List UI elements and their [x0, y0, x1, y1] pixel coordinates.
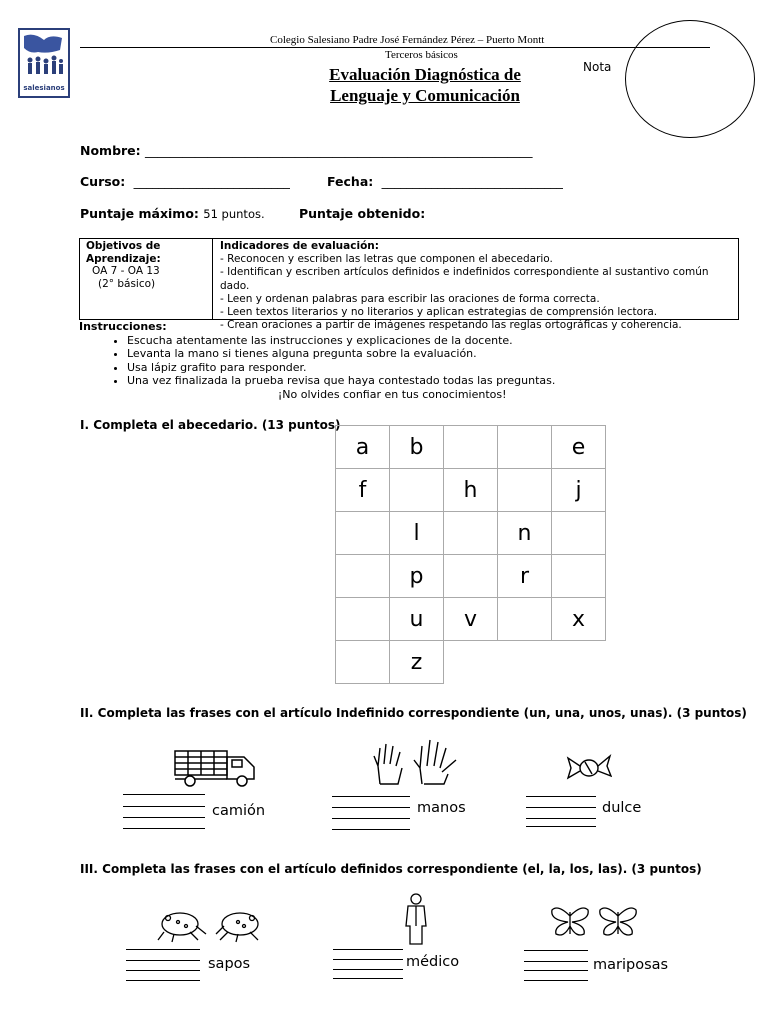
grid-cell-blank[interactable] — [498, 598, 552, 641]
grid-cell-blank[interactable] — [336, 598, 390, 641]
section-3-title: III. Completa las frases con el artículo definidos correspondiente (el, la, los, las). (3 puntos) — [80, 862, 702, 876]
answer-line[interactable] — [524, 980, 588, 981]
answer-line[interactable] — [524, 961, 588, 962]
indicator-item: - Identifican y escriben artículos definidos e indefinidos correspondiente al sustantivo común dado. — [220, 266, 709, 292]
grid-cell: u — [390, 598, 444, 641]
grid-cell: h — [444, 469, 498, 512]
answer-line[interactable] — [126, 980, 200, 981]
answer-line[interactable] — [524, 950, 588, 951]
instructions-closing: ¡No olvides confiar en tus conocimientos! — [277, 387, 507, 401]
grid-cell: a — [336, 426, 390, 469]
nota-circle[interactable] — [625, 20, 755, 138]
word-dulce: dulce — [602, 800, 642, 816]
puntaje-maximo — [80, 206, 265, 221]
nota-label: Nota — [583, 60, 612, 74]
school-logo — [18, 28, 70, 98]
word-mariposas: mariposas — [593, 957, 669, 973]
grid-cell-blank[interactable] — [390, 469, 444, 512]
instructions-title: Instrucciones: — [79, 320, 167, 333]
title-line-2: Lenguaje y Comunicación — [330, 86, 520, 105]
grid-cell-blank[interactable] — [498, 426, 552, 469]
grid-cell: b — [390, 426, 444, 469]
grid-cell-blank[interactable] — [336, 555, 390, 598]
objectives-level: (2° básico) — [98, 277, 156, 290]
toads-icon — [154, 906, 269, 946]
grid-cell-blank[interactable] — [498, 469, 552, 512]
truck-icon — [172, 745, 262, 789]
instructions-list — [79, 334, 555, 388]
instruction-item: • Escucha atentamente las instrucciones y explicaciones de la docente. — [127, 334, 555, 348]
grid-cell: e — [552, 426, 606, 469]
page-title — [300, 64, 550, 106]
candy-icon — [566, 752, 612, 784]
objectives-code: OA 7 - OA 13 — [92, 265, 160, 277]
section-2-title: II. Completa las frases con el artículo Indefinido correspondiente (un, una, unos, unas). (3 puntos) — [80, 706, 747, 720]
answer-line[interactable] — [126, 960, 200, 961]
answer-line[interactable] — [123, 828, 205, 829]
answer-line[interactable] — [333, 949, 403, 950]
answer-line[interactable] — [526, 818, 596, 819]
grid-cell: n — [498, 512, 552, 555]
grid-cell-blank[interactable] — [552, 512, 606, 555]
answer-line[interactable] — [333, 959, 403, 960]
grade-label: Terceros básicos — [385, 49, 458, 61]
grid-cell: r — [498, 555, 552, 598]
grid-cell-blank[interactable] — [336, 512, 390, 555]
answer-line[interactable] — [123, 817, 205, 818]
puntaje-obtenido-label: Puntaje obtenido: — [299, 206, 426, 221]
word-manos: manos — [417, 800, 466, 816]
answer-line[interactable] — [332, 796, 410, 797]
answer-line[interactable] — [332, 829, 410, 830]
school-name: Colegio Salesiano Padre José Fernández Pérez – Puerto Montt — [270, 34, 545, 46]
answer-line[interactable] — [526, 807, 596, 808]
grid-cell: z — [390, 641, 444, 684]
answer-line[interactable] — [123, 806, 205, 807]
butterflies-icon — [548, 904, 642, 940]
word-sapos: sapos — [208, 956, 251, 972]
answer-line[interactable] — [332, 807, 410, 808]
puntaje-max-label: Puntaje máximo: — [80, 206, 199, 221]
word-camion: camión — [212, 803, 266, 819]
objectives-title: Objetivos de Aprendizaje: — [86, 240, 161, 265]
answer-line[interactable] — [332, 818, 410, 819]
grid-empty — [552, 641, 606, 684]
curso-label: Curso: — [80, 174, 126, 189]
word-medico: médico — [406, 954, 460, 970]
instruction-item: • Una vez finalizada la prueba revisa que haya contestado todas las preguntas. — [127, 374, 555, 388]
instruction-item: • Usa lápiz grafito para responder. — [127, 361, 555, 375]
indicator-item: - Leen y ordenan palabras para escribir las oraciones de forma correcta. — [220, 292, 600, 305]
grid-cell: p — [390, 555, 444, 598]
indicators-column — [214, 239, 738, 332]
logo-text: salesianos — [23, 84, 65, 92]
nombre-label: Nombre: — [80, 143, 141, 158]
answer-line[interactable] — [126, 949, 200, 950]
answer-line[interactable] — [526, 796, 596, 797]
grid-cell-blank[interactable] — [552, 555, 606, 598]
instruction-item: • Levanta la mano si tienes alguna pregunta sobre la evaluación. — [127, 347, 555, 361]
doctor-icon — [402, 892, 430, 946]
header-rule — [80, 47, 710, 48]
indicator-item: - Leen textos literarios y no literarios y aplican estrategias de comprensión lectora. — [220, 306, 658, 319]
alphabet-grid — [335, 425, 606, 684]
indicator-item: - Crean oraciones a partir de imágenes respetando las reglas ortográficas y coherencia. — [220, 319, 682, 332]
section-1-title: I. Completa el abecedario. (13 puntos) — [80, 418, 341, 432]
title-line-1: Evaluación Diagnóstica de — [329, 65, 521, 84]
grid-empty — [444, 641, 498, 684]
grid-empty — [498, 641, 552, 684]
hands-icon — [372, 738, 462, 788]
curso-field[interactable]: Curso: _________________________ — [80, 174, 290, 189]
answer-line[interactable] — [126, 970, 200, 971]
answer-line[interactable] — [524, 970, 588, 971]
grid-cell: j — [552, 469, 606, 512]
answer-line[interactable] — [123, 794, 205, 795]
answer-line[interactable] — [333, 969, 403, 970]
grid-cell-blank[interactable] — [444, 426, 498, 469]
grid-cell-blank[interactable] — [444, 512, 498, 555]
puntaje-max-value: 51 puntos. — [203, 207, 265, 221]
answer-line[interactable] — [333, 978, 403, 979]
grid-cell: f — [336, 469, 390, 512]
grid-cell: l — [390, 512, 444, 555]
grid-cell: x — [552, 598, 606, 641]
indicator-item: - Reconocen y escriben las letras que componen el abecedario. — [220, 253, 553, 266]
grid-cell-blank[interactable] — [336, 641, 390, 684]
grid-cell-blank[interactable] — [444, 555, 498, 598]
answer-line[interactable] — [526, 826, 596, 827]
nombre-field[interactable]: Nombre: ______________________________________________________________ — [80, 143, 533, 158]
indicators-title: Indicadores de evaluación: — [220, 240, 379, 252]
objectives-column — [80, 239, 213, 319]
fecha-label: Fecha: — [327, 174, 374, 189]
grid-cell: v — [444, 598, 498, 641]
fecha-field[interactable]: Fecha: _____________________________ — [327, 174, 563, 189]
instructions — [79, 320, 555, 401]
